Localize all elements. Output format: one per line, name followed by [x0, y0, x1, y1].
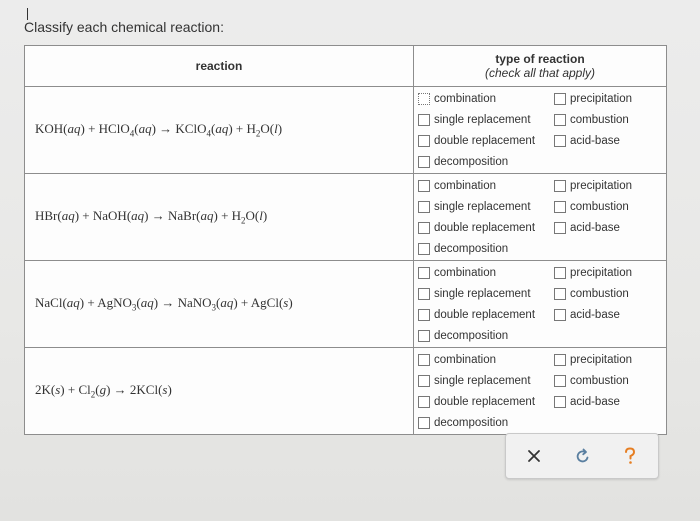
option-acid-base-4[interactable]: acid-base: [550, 391, 650, 412]
option-precipitation-3[interactable]: precipitation: [550, 262, 650, 283]
option-combination-1[interactable]: combination: [414, 88, 550, 109]
question-prompt: Classify each chemical reaction:: [24, 19, 224, 35]
option-single-replacement-4[interactable]: single replacement: [414, 370, 550, 391]
option-precipitation-4[interactable]: precipitation: [550, 349, 650, 370]
close-icon: [527, 449, 541, 463]
reaction-options-1: [414, 87, 667, 174]
option-precipitation-2[interactable]: precipitation: [550, 175, 650, 196]
checkbox[interactable]: [418, 156, 430, 168]
table-row: [25, 174, 667, 261]
checkbox[interactable]: [554, 309, 566, 321]
checkbox[interactable]: [554, 201, 566, 213]
checkbox[interactable]: [554, 288, 566, 300]
type-header-subtitle: (check all that apply): [484, 66, 596, 80]
reaction-options-3: [414, 261, 667, 348]
reaction-table: [24, 45, 667, 435]
checkbox[interactable]: [418, 309, 430, 321]
checkbox[interactable]: [418, 375, 430, 387]
checkbox[interactable]: [554, 267, 566, 279]
option-double-replacement-1[interactable]: double replacement: [414, 130, 550, 151]
checkbox[interactable]: [418, 93, 430, 105]
checkbox[interactable]: [418, 135, 430, 147]
option-decomposition-1[interactable]: decomposition: [414, 151, 550, 172]
reaction-column-header: reaction: [25, 46, 414, 87]
checkbox[interactable]: [554, 93, 566, 105]
checkbox[interactable]: [554, 375, 566, 387]
reaction-equation-1: KOH(aq) + HClO$_4$(aq) → KClO$_4$(aq) + $H_2O(l)$: [25, 87, 414, 174]
checkbox[interactable]: [554, 135, 566, 147]
reaction-options-2: [414, 174, 667, 261]
checkbox[interactable]: [418, 180, 430, 192]
option-decomposition-2[interactable]: decomposition: [414, 238, 550, 259]
checkbox[interactable]: [418, 354, 430, 366]
option-decomposition-4[interactable]: decomposition: [414, 412, 550, 433]
option-precipitation-1[interactable]: precipitation: [550, 88, 650, 109]
type-header-title: type of reaction: [495, 52, 585, 66]
checkbox[interactable]: [554, 222, 566, 234]
checkbox[interactable]: [418, 330, 430, 342]
reaction-equation-3: NaCl(aq) + AgNO$_3$(aq) → NaNO$_3$(aq) + AgCl(s): [25, 261, 414, 348]
option-single-replacement-1[interactable]: single replacement: [414, 109, 550, 130]
help-button[interactable]: [616, 442, 644, 470]
checkbox[interactable]: [418, 396, 430, 408]
type-column-header: [414, 46, 667, 87]
option-combination-2[interactable]: combination: [414, 175, 550, 196]
option-acid-base-1[interactable]: acid-base: [550, 130, 650, 151]
option-double-replacement-3[interactable]: double replacement: [414, 304, 550, 325]
option-combustion-2[interactable]: combustion: [550, 196, 650, 217]
option-acid-base-2[interactable]: acid-base: [550, 217, 650, 238]
option-double-replacement-4[interactable]: double replacement: [414, 391, 550, 412]
table-row: [25, 348, 667, 435]
undo-button[interactable]: [569, 442, 597, 470]
option-combustion-3[interactable]: combustion: [550, 283, 650, 304]
checkbox[interactable]: [418, 114, 430, 126]
table-row: [25, 261, 667, 348]
table-header-row: [25, 46, 667, 87]
checkbox[interactable]: [554, 354, 566, 366]
checkbox[interactable]: [418, 417, 430, 429]
reaction-equation-4: $2K(s) + Cl_2(g) \to 2KCl(s)$: [25, 348, 414, 435]
option-acid-base-3[interactable]: acid-base: [550, 304, 650, 325]
option-single-replacement-3[interactable]: single replacement: [414, 283, 550, 304]
checkbox[interactable]: [418, 288, 430, 300]
help-icon: [623, 447, 637, 465]
checkbox[interactable]: [554, 114, 566, 126]
reaction-equation-2: HBr(aq) + NaOH(aq) → NaBr(aq) + $H_2O(l)$: [25, 174, 414, 261]
checkbox[interactable]: [554, 180, 566, 192]
checkbox[interactable]: [554, 396, 566, 408]
reaction-options-4: [414, 348, 667, 435]
checkbox[interactable]: [418, 243, 430, 255]
option-single-replacement-2[interactable]: single replacement: [414, 196, 550, 217]
table-row: [25, 87, 667, 174]
option-combustion-4[interactable]: combustion: [550, 370, 650, 391]
close-button[interactable]: [520, 442, 548, 470]
option-combination-3[interactable]: combination: [414, 262, 550, 283]
checkbox[interactable]: [418, 222, 430, 234]
option-combustion-1[interactable]: combustion: [550, 109, 650, 130]
checkbox[interactable]: [418, 267, 430, 279]
undo-icon: [575, 448, 591, 464]
checkbox[interactable]: [418, 201, 430, 213]
option-combination-4[interactable]: combination: [414, 349, 550, 370]
option-double-replacement-2[interactable]: double replacement: [414, 217, 550, 238]
option-decomposition-3[interactable]: decomposition: [414, 325, 550, 346]
answer-toolbar: [505, 433, 659, 479]
